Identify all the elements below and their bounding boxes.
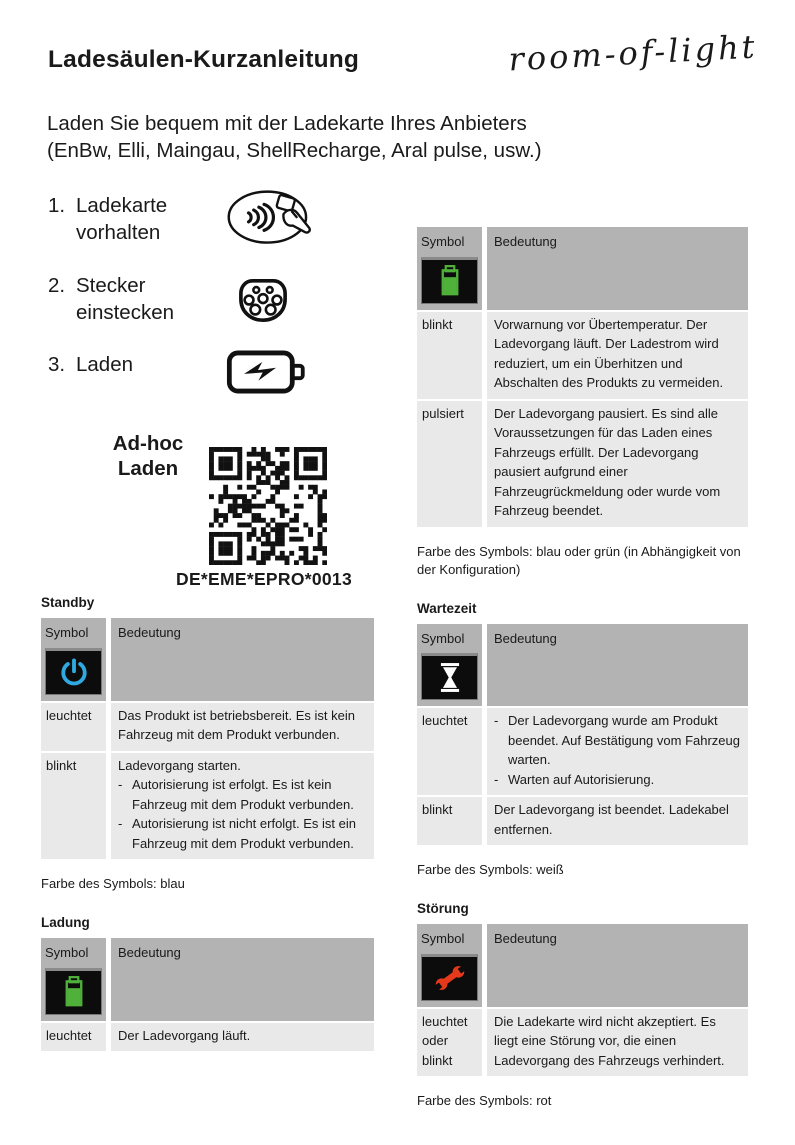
power-icon [45,648,102,695]
meaning-column-label: Bedeutung [494,234,557,249]
status-table [417,924,748,1076]
battery-green-icon [45,968,102,1015]
led-section-wartezeit [417,601,748,880]
meaning-text: Autorisierung ist erfolgt. Es ist kein Fahrzeug mit dem Produkt verbunden. [132,777,354,812]
symbol-color-note: Farbe des Symbols: weiß [417,862,564,877]
step-2 [48,272,174,326]
section-heading: Störung [417,901,469,916]
state-meaning [111,1023,374,1052]
symbol-color-note: Farbe des Symbols: blau [41,876,185,891]
adhoc-label [102,431,194,481]
text-line [494,800,740,839]
led-section-störung [417,901,748,1110]
text-line [118,706,366,745]
meaning-text: Warten auf Autorisierung. [508,771,655,787]
step-1 [48,192,167,246]
step-label: einstecken [76,301,175,324]
meaning-column-header [487,924,748,1007]
symbol-column-header [417,227,482,310]
symbol-column-label: Symbol [421,234,465,249]
text-line [118,756,366,776]
evse-id: DE*EME*EPRO*0013 [176,569,352,589]
adhoc-line: Ad-hoc [112,432,184,455]
bullet-dash: - [118,777,123,792]
bullet-line [494,770,740,790]
led-section [417,227,748,579]
state-meaning [487,797,748,845]
battery-charging-icon [226,346,308,398]
bullet-dash: - [494,771,499,787]
state-term: blinkt [417,312,482,399]
hourglass-icon [421,653,478,700]
text-line [494,1012,740,1071]
bullet-dash: - [118,816,123,831]
section-heading: Ladung [41,915,90,930]
step-label: vorhalten [76,221,161,244]
right-column [417,227,748,1110]
contactless-card-icon [224,186,324,252]
page-title: Ladesäulen-Kurzanleitung [48,46,360,73]
meaning-text: Ladevorgang starten. [118,757,241,773]
state-term: blinkt [41,753,106,860]
section-heading: Standby [41,595,95,610]
state-meaning [111,703,374,751]
type2-plug-icon [236,276,290,326]
meaning-column-header [487,624,748,707]
intro-text [47,110,542,164]
bullet-line [494,711,740,770]
step-number: 3. [48,353,66,376]
meaning-column-header [111,938,374,1021]
step-number: 1. [48,194,66,217]
symbol-column-header [41,938,106,1021]
status-table [417,227,748,527]
step-label: Stecker [76,274,146,297]
state-term: leuchtet oder blinkt [417,1009,482,1077]
intro-line: Laden Sie bequem mit der Ladekarte Ihres Anbieters [47,112,527,135]
step-label: Laden [76,353,134,376]
meaning-text: Der Ladevorgang wurde am Produkt beendet. Auf Bestätigung vom Fahrzeug warten. [508,713,740,767]
meaning-column-header [487,227,748,310]
state-meaning [111,753,374,860]
led-section-standby [41,595,374,893]
meaning-column-label: Bedeutung [494,630,557,646]
text-line [118,1026,366,1046]
step-3 [48,351,133,378]
brand-logo: room-of-light [507,27,759,79]
led-section-ladung [41,915,374,1051]
symbol-color-note: Farbe des Symbols: blau oder grün (in Abhängigkeit von der Konfiguration) [417,543,741,577]
symbol-column-label: Symbol [421,630,465,646]
symbol-color-note: Farbe des Symbols: rot [417,1093,552,1108]
state-term: leuchtet [41,703,106,751]
meaning-column-label: Bedeutung [118,945,181,960]
meaning-text: Der Ladevorgang läuft. [118,1027,251,1043]
symbol-column-label: Symbol [45,945,89,960]
bullet-line [118,775,366,814]
text-line [494,404,740,521]
state-meaning [487,708,748,795]
bullet-dash: - [494,713,499,728]
qr-code-icon [209,447,327,565]
bullet-line [118,814,366,853]
battery-green-icon [421,257,478,304]
state-meaning [487,401,748,527]
step-number: 2. [48,274,66,297]
section-heading: Wartezeit [417,600,477,616]
meaning-text: Autorisierung ist nicht erfolgt. Es ist ein Fahrzeug mit dem Produkt verbunden. [132,816,356,851]
symbol-column-header [417,624,482,707]
meaning-text: Die Ladekarte wird nicht akzeptiert. Es liegt eine Störung vor, die einen Ladevorgang des Fahrzeugs verhindert. [494,1013,725,1068]
meaning-text: Vorwarnung vor Übertemperatur. Der Ladevorgang läuft. Der Ladestrom wird reduziert, um ein Überhitzen und Abschalten des Produkts zu vermeiden. [494,316,724,390]
status-table [41,618,374,859]
meaning-column-label: Bedeutung [118,625,181,640]
text-line [494,315,740,393]
state-term: leuchtet [41,1023,106,1052]
meaning-column-header [111,618,374,701]
meaning-column-label: Bedeutung [494,931,557,946]
status-table [417,624,748,846]
state-term: pulsiert [417,401,482,527]
symbol-column-label: Symbol [421,931,465,946]
wrench-icon [421,954,478,1001]
meaning-text: Das Produkt ist betriebsbereit. Es ist kein Fahrzeug mit dem Produkt verbunden. [118,707,355,742]
meaning-text: Der Ladevorgang ist beendet. Ladekabel entfernen. [494,802,729,837]
symbol-column-header [41,618,106,701]
meaning-text: Der Ladevorgang pausiert. Es sind alle Voraussetzungen für das Laden eines Fahrzeugs erfüllt. Der Ladevorgang pausiert aufgrund einer Fahrzeugrückmeldung oder wurde vom Fahrzeug beendet. [494,405,721,518]
state-meaning [487,1009,748,1077]
symbol-column-label: Symbol [45,625,89,640]
intro-line: (EnBw, Elli, Maingau, ShellRecharge, Aral pulse, usw.) [47,139,542,162]
adhoc-line: Laden [117,457,179,480]
state-term: blinkt [417,797,482,845]
status-table [41,938,374,1051]
state-term: leuchtet [417,708,482,795]
left-column [41,595,374,1051]
symbol-column-header [417,924,482,1007]
state-meaning [487,312,748,399]
step-label: Ladekarte [76,194,168,217]
